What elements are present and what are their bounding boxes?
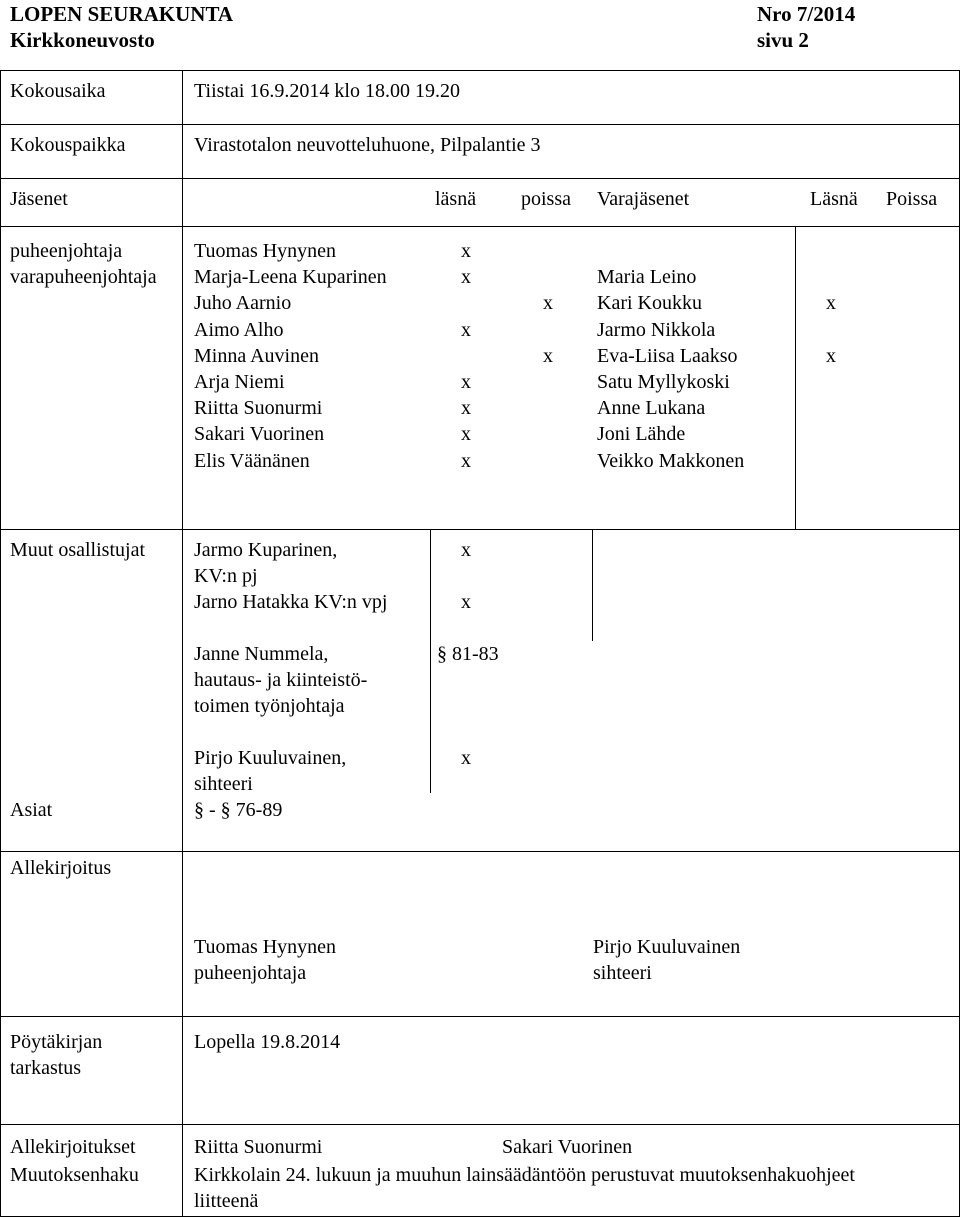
member-name: Arja Niemi (194, 371, 285, 393)
chair-name: Tuomas Hynynen (194, 936, 337, 958)
participant-4-role: sihteeri (194, 773, 253, 795)
other-participants-label: Muut osallistujat (10, 539, 145, 561)
reviewer-1: Riitta Suonurmi (194, 1136, 323, 1158)
review-value: Lopella 19.8.2014 (194, 1031, 341, 1053)
members-header: Jäsenet (10, 188, 68, 210)
member-present-mark: x (461, 319, 471, 341)
deputy-name: Eva-Liisa Laakso (597, 345, 738, 367)
document-number: Nro 7/2014 (757, 2, 856, 26)
role-chair: puheenjohtaja (10, 240, 123, 262)
participant-4-name: Pirjo Kuuluvainen, (194, 747, 347, 769)
deputies-header: Varajäsenet (597, 188, 690, 210)
member-name: Elis Väänänen (194, 450, 310, 472)
deputy-absent-header: Poissa (886, 188, 938, 210)
reviewer-2: Sakari Vuorinen (502, 1136, 633, 1158)
member-name: Juho Aarnio (194, 292, 292, 314)
deputy-present-header: Läsnä (810, 188, 858, 210)
participant-1-mark: x (461, 539, 471, 561)
participant-1-name: Jarmo Kuparinen, (194, 539, 338, 561)
deputy-name: Kari Koukku (597, 292, 702, 314)
present-header: läsnä (435, 188, 477, 210)
meeting-place-label: Kokouspaikka (10, 134, 126, 156)
page-number: sivu 2 (757, 28, 809, 52)
review-label-line2: tarkastus (10, 1057, 82, 1079)
chair-title: puheenjohtaja (194, 962, 307, 984)
deputy-name: Joni Lähde (597, 423, 686, 445)
participant-4-mark: x (461, 747, 471, 769)
deputy-name: Anne Lukana (597, 397, 706, 419)
deputy-present-mark: x (826, 345, 836, 367)
participant-3-role-line2: toimen työnjohtaja (194, 695, 345, 717)
deputy-name: Veikko Makkonen (597, 450, 745, 472)
participant-3-mark: § 81-83 (437, 643, 499, 665)
signatures-label: Allekirjoitukset (10, 1136, 136, 1158)
member-present-mark: x (461, 423, 471, 445)
body-name: Kirkkoneuvosto (10, 28, 155, 52)
member-present-mark: x (461, 240, 471, 262)
member-name: Riitta Suonurmi (194, 397, 323, 419)
secretary-name: Pirjo Kuuluvainen (593, 936, 741, 958)
deputy-name: Satu Myllykoski (597, 371, 730, 393)
member-absent-mark: x (543, 292, 553, 314)
appeal-text-line1: Kirkkolain 24. lukuun ja muuhun lainsäädäntöön perustuvat muutoksenhakuohjeet (194, 1164, 855, 1186)
member-name: Sakari Vuorinen (194, 423, 325, 445)
participant-3-name: Janne Nummela, (194, 643, 329, 665)
deputy-present-mark: x (826, 292, 836, 314)
member-name: Minna Auvinen (194, 345, 319, 367)
member-name: Tuomas Hynynen (194, 240, 337, 262)
member-present-mark: x (461, 266, 471, 288)
meeting-time-label: Kokousaika (10, 80, 106, 102)
deputy-name: Maria Leino (597, 266, 697, 288)
participant-1-role: KV:n pj (194, 565, 258, 587)
matters-value: § - § 76-89 (194, 799, 283, 821)
member-name: Marja-Leena Kuparinen (194, 266, 387, 288)
org-name: LOPEN SEURAKUNTA (10, 2, 234, 26)
secretary-title: sihteeri (593, 962, 652, 984)
participant-2: Jarno Hatakka KV:n vpj (194, 591, 388, 613)
matters-label: Asiat (10, 799, 53, 821)
meeting-place-value: Virastotalon neuvotteluhuone, Pilpalantie 3 (194, 134, 541, 156)
meeting-time-value: Tiistai 16.9.2014 klo 18.00 19.20 (194, 80, 460, 102)
review-label-line1: Pöytäkirjan (10, 1031, 103, 1053)
appeal-text-line2: liitteenä (194, 1190, 259, 1212)
member-present-mark: x (461, 371, 471, 393)
role-vice-chair: varapuheenjohtaja (10, 266, 157, 288)
member-present-mark: x (461, 450, 471, 472)
member-present-mark: x (461, 397, 471, 419)
participant-2-mark: x (461, 591, 471, 613)
deputy-name: Jarmo Nikkola (597, 319, 716, 341)
absent-header: poissa (521, 188, 571, 210)
appeal-label: Muutoksenhaku (10, 1164, 139, 1186)
signature-label: Allekirjoitus (10, 857, 112, 879)
participant-3-role-line1: hautaus- ja kiinteistö- (194, 669, 368, 691)
member-name: Aimo Alho (194, 319, 284, 341)
member-absent-mark: x (543, 345, 553, 367)
